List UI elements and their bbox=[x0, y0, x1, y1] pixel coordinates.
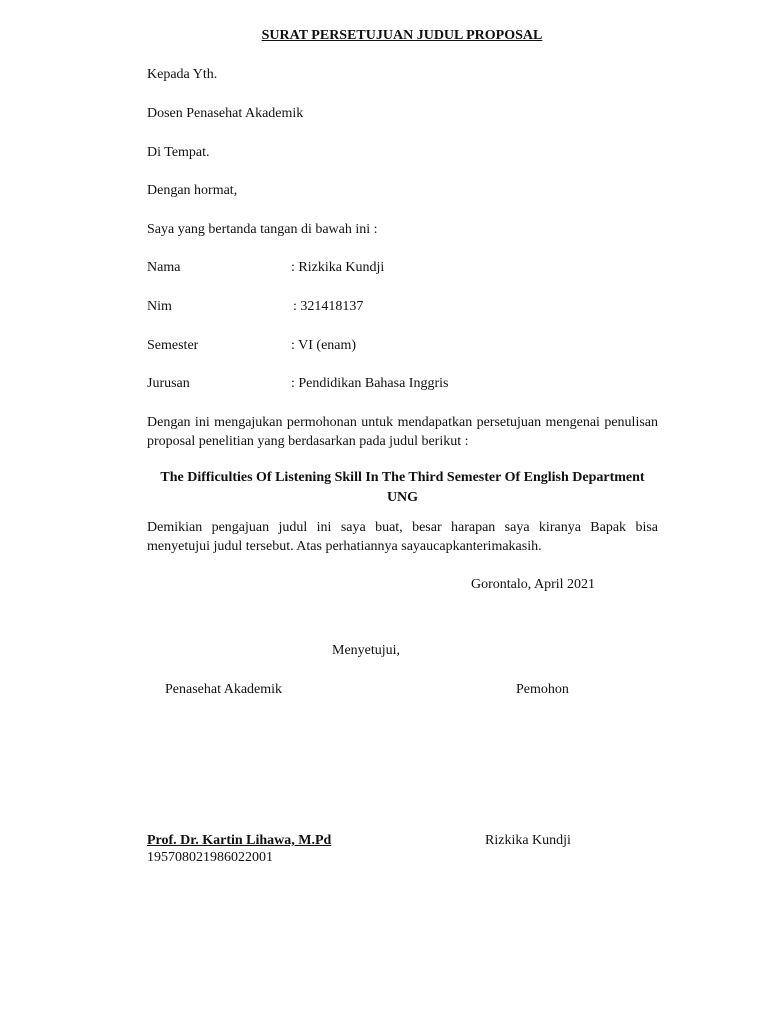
applicant-name: Rizkika Kundji bbox=[485, 833, 571, 848]
proposal-title: The Difficulties Of Listening Skill In The Third Semester Of English Department UNG bbox=[160, 470, 645, 505]
to-line: Kepada Yth. bbox=[147, 67, 218, 82]
field-value-nim: : 321418137 bbox=[293, 299, 364, 314]
request-paragraph: Dengan ini mengajukan permohonan untuk mendapatkan persetujuan mengenai penulisan proposal penelitian yang berdasarkan pada judul berikut : bbox=[147, 415, 658, 449]
field-label-semester: Semester bbox=[147, 338, 199, 353]
intro-line: Saya yang bertanda tangan di bawah ini : bbox=[147, 222, 378, 237]
advisor-role: Penasehat Akademik bbox=[165, 682, 283, 697]
place-date: Gorontalo, April 2021 bbox=[471, 577, 596, 592]
closing-paragraph: Demikian pengajuan judul ini saya buat, besar harapan saya kiranya Bapak bisa menyetujui judul tersebut. Atas perhatiannya sayaucapkanterimakasih. bbox=[147, 520, 658, 554]
applicant-role: Pemohon bbox=[516, 682, 569, 697]
field-label-nama: Nama bbox=[147, 260, 181, 275]
approval-label: Menyetujui, bbox=[332, 643, 401, 658]
field-label-jurusan: Jurusan bbox=[147, 376, 190, 391]
field-value-nama: : Rizkika Kundji bbox=[291, 260, 385, 275]
field-value-jurusan: : Pendidikan Bahasa Inggris bbox=[291, 376, 449, 391]
letter-title: SURAT PERSETUJUAN JUDUL PROPOSAL bbox=[261, 28, 543, 43]
advisor-name: Prof. Dr. Kartin Lihawa, M.Pd bbox=[147, 833, 332, 848]
advisor-nip: 195708021986022001 bbox=[147, 850, 273, 865]
place: Di Tempat. bbox=[147, 145, 210, 160]
greeting: Dengan hormat, bbox=[147, 183, 238, 198]
recipient: Dosen Penasehat Akademik bbox=[147, 106, 304, 121]
field-value-semester: : VI (enam) bbox=[291, 338, 357, 353]
field-label-nim: Nim bbox=[147, 299, 172, 314]
